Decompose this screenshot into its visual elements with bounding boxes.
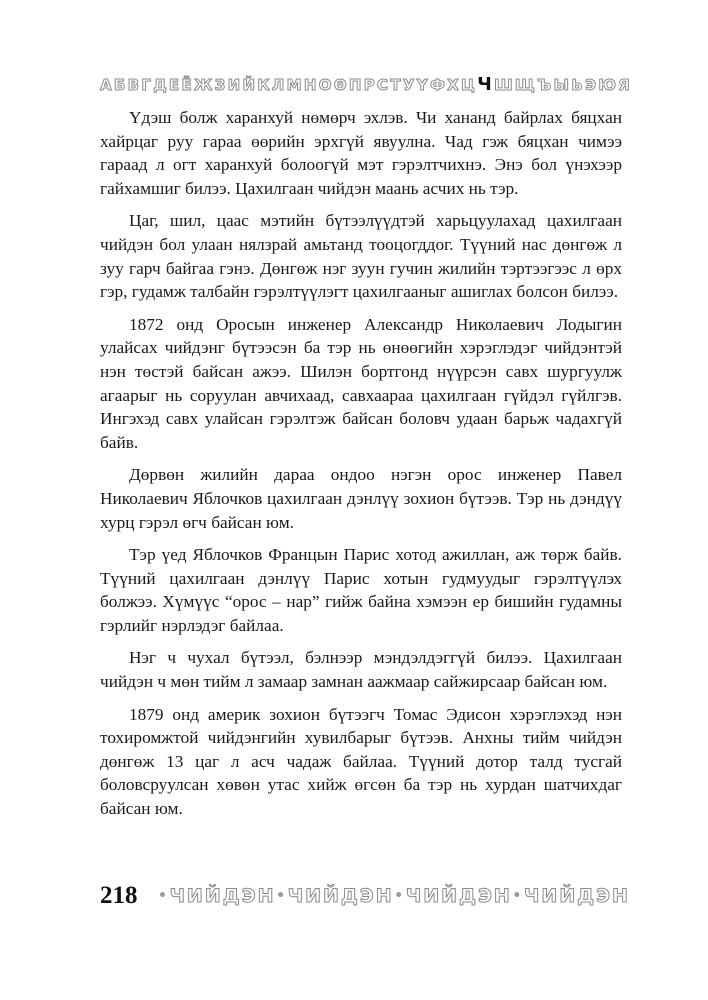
alphabet-letter: О [318, 76, 332, 94]
paragraph: Үдэш болж харанхуй нөмөрч эхлэв. Чи хананд байрлах бяцхан хайрцаг руу гараа өөрийн эрхгүй явуулна. Чад гэж бяцхан чимээ гараад л огт харанхуй болоогүй мэт гэрэлтчихнэ. Энэ бол үнэхээр гайхамшиг билээ. Цахилгаан чийдэн маань асчих нь тэр. [100, 108, 622, 198]
alphabet-letter: У [402, 76, 415, 94]
running-head-word: ЧИЙДЭН [169, 885, 276, 907]
page-number: 218 [100, 882, 138, 909]
alphabet-letter: Э [585, 76, 597, 94]
paragraph: 1879 онд америк зохион бүтээгч Томас Эдисон хэрэглэхэд нэн тохиромжтой чийдэнгийн хувилбарыг бүтээв. Анхны тийм чийдэн дөнгөж 13 цаг л асч чадаж байлаа. Түүний дотор талд тусгай боловсруулсан хөвөн утас хийж өгсөн ба тэр нь хурдан шатчихдаг байсан юм. [100, 704, 622, 819]
running-head-word: ЧИЙДЭН [524, 885, 630, 907]
alphabet-letter: Х [447, 76, 459, 94]
separator-dot: • [276, 888, 288, 904]
alphabet-letter: Е [168, 76, 180, 94]
alphabet-letter: Ш [494, 76, 513, 94]
alphabet-letter: Б [113, 76, 126, 94]
alphabet-letter: И [227, 76, 241, 94]
alphabet-letter: Д [153, 76, 167, 94]
alphabet-letter: Г [141, 76, 151, 94]
paragraph: Цаг, шил, цаас мэтийн бүтээлүүдтэй харьцуулахад цахилгаан чийдэн бол улаан нялзрай амьтанд тооцогддог. Түүний нас дөнгөж л зуу гарч байгаа гэнэ. Дөнгөж нэг зуун гучин жилийн тэртээгээс л өрх гэр, гудамж талбайн гэрэлтүүлэгт цахилгааныг ашиглах болсон билээ. [100, 211, 622, 302]
alphabet-letter: Ц [461, 76, 475, 94]
alphabet-letter: Ю [598, 76, 616, 94]
alphabet-letter: Ө [333, 76, 347, 94]
alphabet-letter: С [377, 76, 389, 94]
alphabet-letter: Ү [416, 76, 428, 94]
separator-dot: • [512, 888, 524, 904]
alphabet-letter: М [286, 76, 302, 94]
alphabet-letter: Ы [553, 76, 570, 94]
alphabet-letter: Щ [514, 76, 535, 94]
separator-dot: • [394, 888, 406, 904]
alphabet-letter: Ъ [537, 76, 552, 94]
alphabet-header [100, 76, 630, 94]
paragraph: 1872 онд Оросын инженер Александр Николаевич Лодыгин улайсах чийдэнг бүтээсэн ба тэр нь өнөөгийн хэрэглэдэг чийдэнтэй нэн төстэй байсан ажээ. Шилэн бортгонд нүүрсэн савх шургуулж агаарыг нь соруулан авчихаад, савхаараа цахилгаан гүйдэл гүйлгэв. Ингэхэд савх улайсан гэрэлтэж байсан боловч удаан барьж чадахгүй байв. [100, 314, 622, 452]
alphabet-letter: Л [271, 76, 285, 94]
paragraph: Дөрвөн жилийн дараа ондоо нэгэн орос инженер Павел Николаевич Яблочков цахилгаан дэнлүү зохион бүтээв. Тэр нь дэндүү хурц гэрэл өгч байсан юм. [100, 465, 622, 532]
alphabet-letter-active: Ч [477, 74, 492, 95]
separator-dot: • [158, 888, 169, 904]
alphabet-letter: К [257, 76, 270, 94]
alphabet-letter: Ж [193, 76, 213, 94]
running-head [158, 885, 630, 907]
alphabet-letter: Й [242, 76, 256, 94]
alphabet-letter: Ф [429, 76, 445, 94]
alphabet-letter: Ь [571, 76, 583, 94]
alphabet-letter: А [100, 76, 112, 94]
running-head-word: ЧИЙДЭН [287, 885, 394, 907]
running-head-word: ЧИЙДЭН [405, 885, 512, 907]
alphabet-letter: Н [303, 76, 317, 94]
page-content [100, 106, 622, 830]
alphabet-letter: Ё [181, 76, 192, 94]
alphabet-letter: Т [390, 76, 401, 94]
alphabet-letter: З [214, 76, 226, 94]
alphabet-letter: Р [363, 76, 375, 94]
page-footer [100, 882, 630, 910]
paragraph: Тэр үед Яблочков Францын Парис хотод ажиллан, аж төрж байв. Түүний цахилгаан дэнлүү Парис хотын гудмуудыг гэрэлтүүлэх болжээ. Хүмүүс “орос – нар” гийж байна хэмээн ер бишийн гудамны гэрлийг нэрлэдэг байлаа. [100, 545, 622, 635]
paragraph: Нэг ч чухал бүтээл, бэлнээр мэндэлдэггүй билээ. Цахилгаан чийдэн ч мөн тийм л замаар замнан аажмаар сайжирсаар байсан юм. [100, 648, 622, 692]
alphabet-letter: П [348, 76, 362, 94]
alphabet-letter: В [127, 76, 140, 94]
alphabet-letter: Я [618, 76, 630, 94]
